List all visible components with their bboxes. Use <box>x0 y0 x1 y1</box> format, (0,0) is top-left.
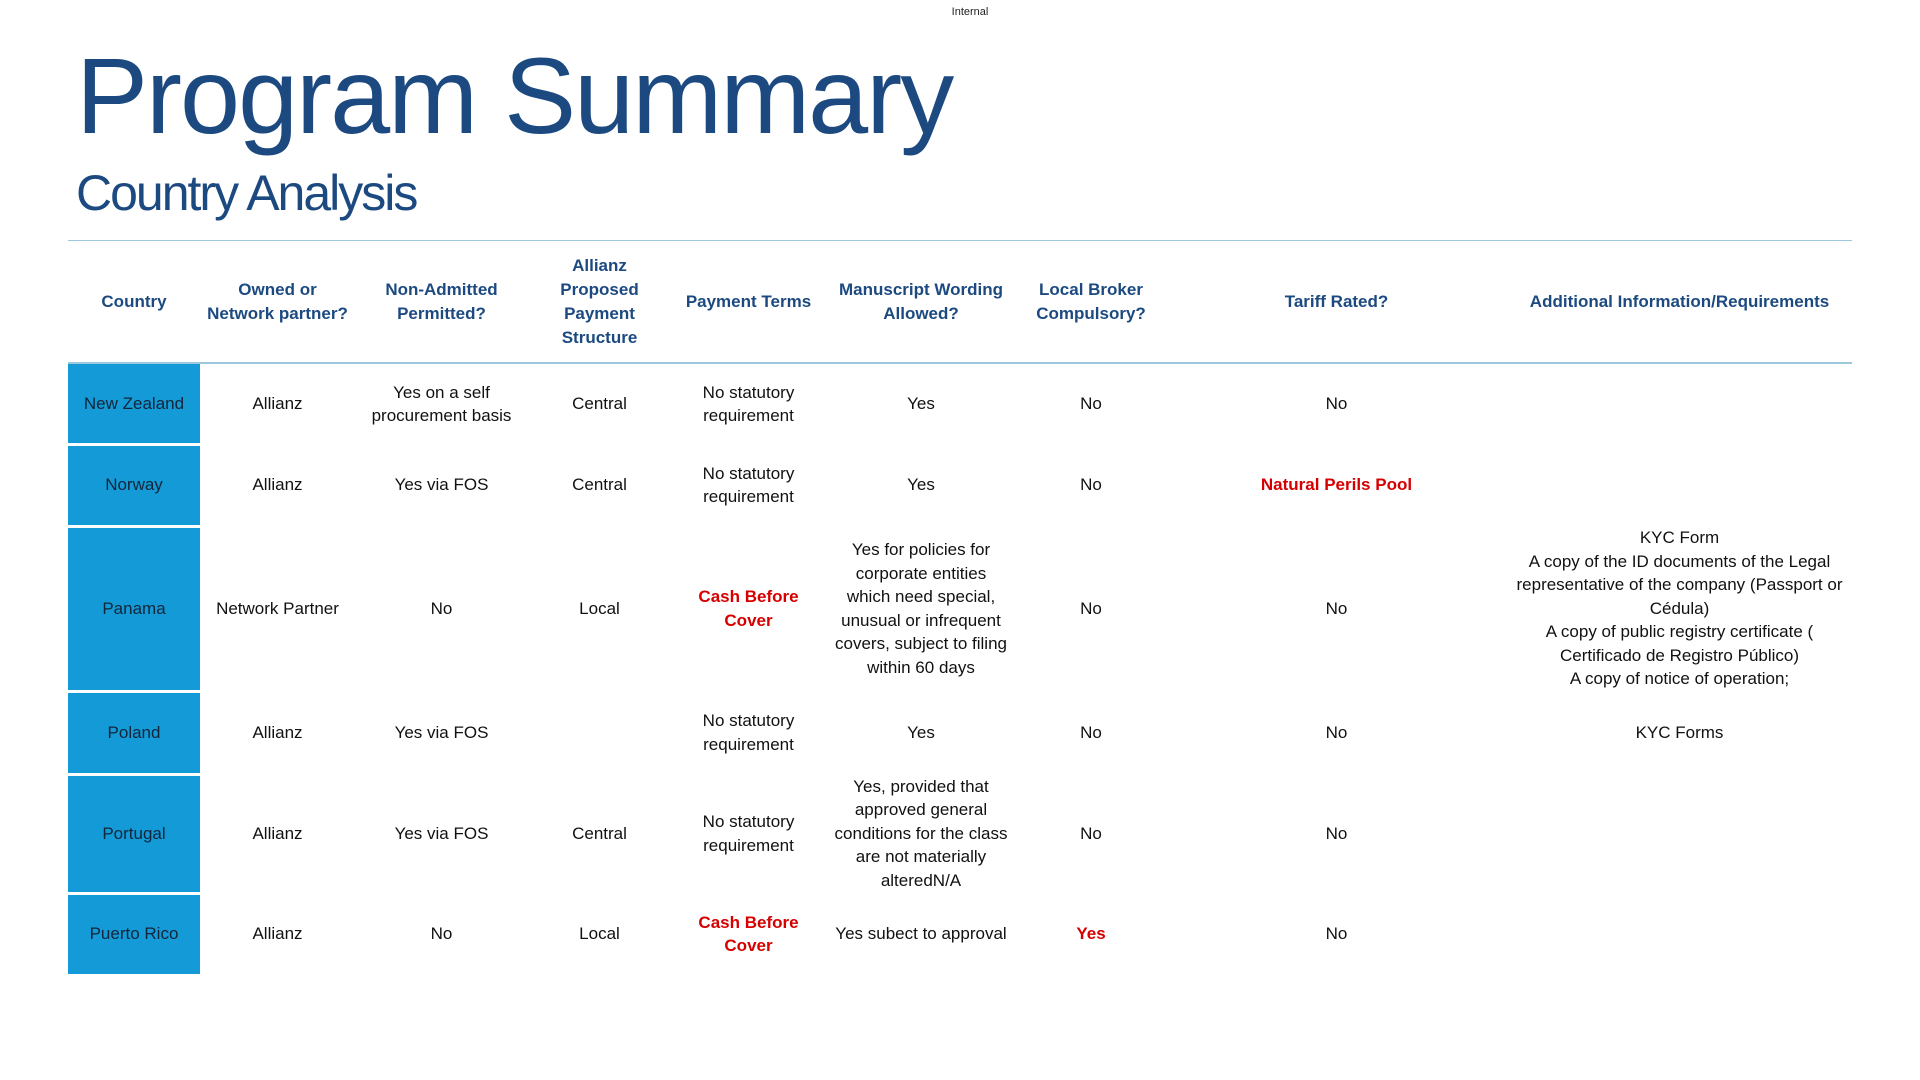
table-row-poland <box>68 691 1852 774</box>
payment-structure-cell: Central <box>572 823 627 843</box>
country-cell: Panama <box>68 526 200 691</box>
table-row-norway <box>68 444 1852 526</box>
tariff-cell: No <box>1325 823 1348 843</box>
non-admitted-cell: Yes on a self procurement basis <box>371 382 512 425</box>
table-row-puerto-rico <box>68 893 1852 975</box>
col-header-tariff: Tariff Rated? <box>1166 241 1507 364</box>
table-header-row <box>68 241 1852 364</box>
non-admitted-cell: No <box>430 598 453 618</box>
payment-terms-cell: No statutory requirement <box>702 382 795 425</box>
payment-terms-cell: Cash Before Cover <box>698 587 799 630</box>
owned-cell: Allianz <box>252 394 303 414</box>
local-broker-cell: No <box>1080 598 1102 618</box>
owned-cell: Allianz <box>252 823 303 843</box>
non-admitted-cell: Yes via FOS <box>394 475 489 495</box>
col-header-payment-terms: Payment Terms <box>671 241 826 364</box>
additional-cell <box>1507 444 1852 526</box>
page-title: Program Summary <box>76 35 953 156</box>
country-cell: Norway <box>68 444 200 526</box>
country-cell: Puerto Rico <box>68 893 200 975</box>
payment-terms-cell: No statutory requirement <box>702 463 795 506</box>
payment-terms-cell: Cash Before Cover <box>698 912 799 955</box>
country-cell: Poland <box>68 691 200 774</box>
non-admitted-cell: Yes via FOS <box>394 722 489 742</box>
col-header-local-broker: Local Broker Compulsory? <box>1016 241 1166 364</box>
local-broker-cell: No <box>1080 394 1102 414</box>
payment-terms-cell: No statutory requirement <box>702 711 795 754</box>
country-analysis-table <box>68 240 1852 977</box>
manuscript-cell: Yes <box>907 722 935 742</box>
table-row-portugal <box>68 774 1852 893</box>
owned-cell: Allianz <box>252 924 303 944</box>
additional-line: A copy of notice of operation; <box>1569 669 1790 689</box>
tariff-cell: No <box>1325 924 1348 944</box>
table-row-panama <box>68 526 1852 691</box>
payment-structure-cell <box>528 691 671 774</box>
payment-structure-cell: Local <box>579 924 620 944</box>
col-header-additional: Additional Information/Requirements <box>1507 241 1852 364</box>
owned-cell: Network Partner <box>216 598 339 618</box>
table-header <box>68 241 1852 364</box>
local-broker-cell: Yes <box>1076 924 1106 944</box>
additional-cell <box>1507 774 1852 893</box>
tariff-cell: No <box>1325 722 1348 742</box>
tariff-cell: No <box>1325 598 1348 618</box>
non-admitted-cell: Yes via FOS <box>394 823 489 843</box>
additional-line: A copy of public registry certificate ( Certificado de Registro Público) <box>1545 622 1814 665</box>
non-admitted-cell: No <box>430 924 453 944</box>
payment-terms-cell: No statutory requirement <box>702 812 795 855</box>
col-header-payment-structure: Allianz Proposed Payment Structure <box>528 241 671 364</box>
additional-line: KYC Form <box>1639 528 1720 548</box>
col-header-country: Country <box>68 241 200 364</box>
local-broker-cell: No <box>1080 722 1102 742</box>
manuscript-cell: Yes, provided that approved general conditions for the class are not materially alteredN/A <box>834 776 1008 890</box>
manuscript-cell: Yes subect to approval <box>835 924 1007 944</box>
additional-cell: KYC Forms <box>1635 722 1724 742</box>
col-header-manuscript: Manuscript Wording Allowed? <box>826 241 1016 364</box>
classification-label: Internal <box>951 6 989 18</box>
owned-cell: Allianz <box>252 722 303 742</box>
payment-structure-cell: Central <box>572 475 627 495</box>
additional-cell <box>1507 893 1852 975</box>
local-broker-cell: No <box>1080 475 1102 495</box>
payment-structure-cell: Central <box>572 394 627 414</box>
additional-cell <box>1507 526 1852 691</box>
col-header-owned: Owned or Network partner? <box>200 241 355 364</box>
additional-line: A copy of the ID documents of the Legal representative of the company (Passport or Cédula) <box>1516 551 1843 618</box>
col-header-non-admitted: Non-Admitted Permitted? <box>355 241 528 364</box>
tariff-cell: No <box>1325 394 1348 414</box>
table-row-new-zealand <box>68 363 1852 444</box>
owned-cell: Allianz <box>252 475 303 495</box>
manuscript-cell: Yes <box>907 475 935 495</box>
country-cell: New Zealand <box>68 363 200 444</box>
additional-cell <box>1507 363 1852 444</box>
payment-structure-cell: Local <box>579 598 620 618</box>
tariff-cell: Natural Perils Pool <box>1260 475 1413 495</box>
manuscript-cell: Yes for policies for corporate entities which need special, unusual or infrequent covers, subject to filing within 60 days <box>835 540 1007 677</box>
manuscript-cell: Yes <box>907 394 935 414</box>
country-cell: Portugal <box>68 774 200 893</box>
local-broker-cell: No <box>1080 823 1102 843</box>
table-body <box>68 363 1852 975</box>
page-subtitle: Country Analysis <box>76 165 417 221</box>
